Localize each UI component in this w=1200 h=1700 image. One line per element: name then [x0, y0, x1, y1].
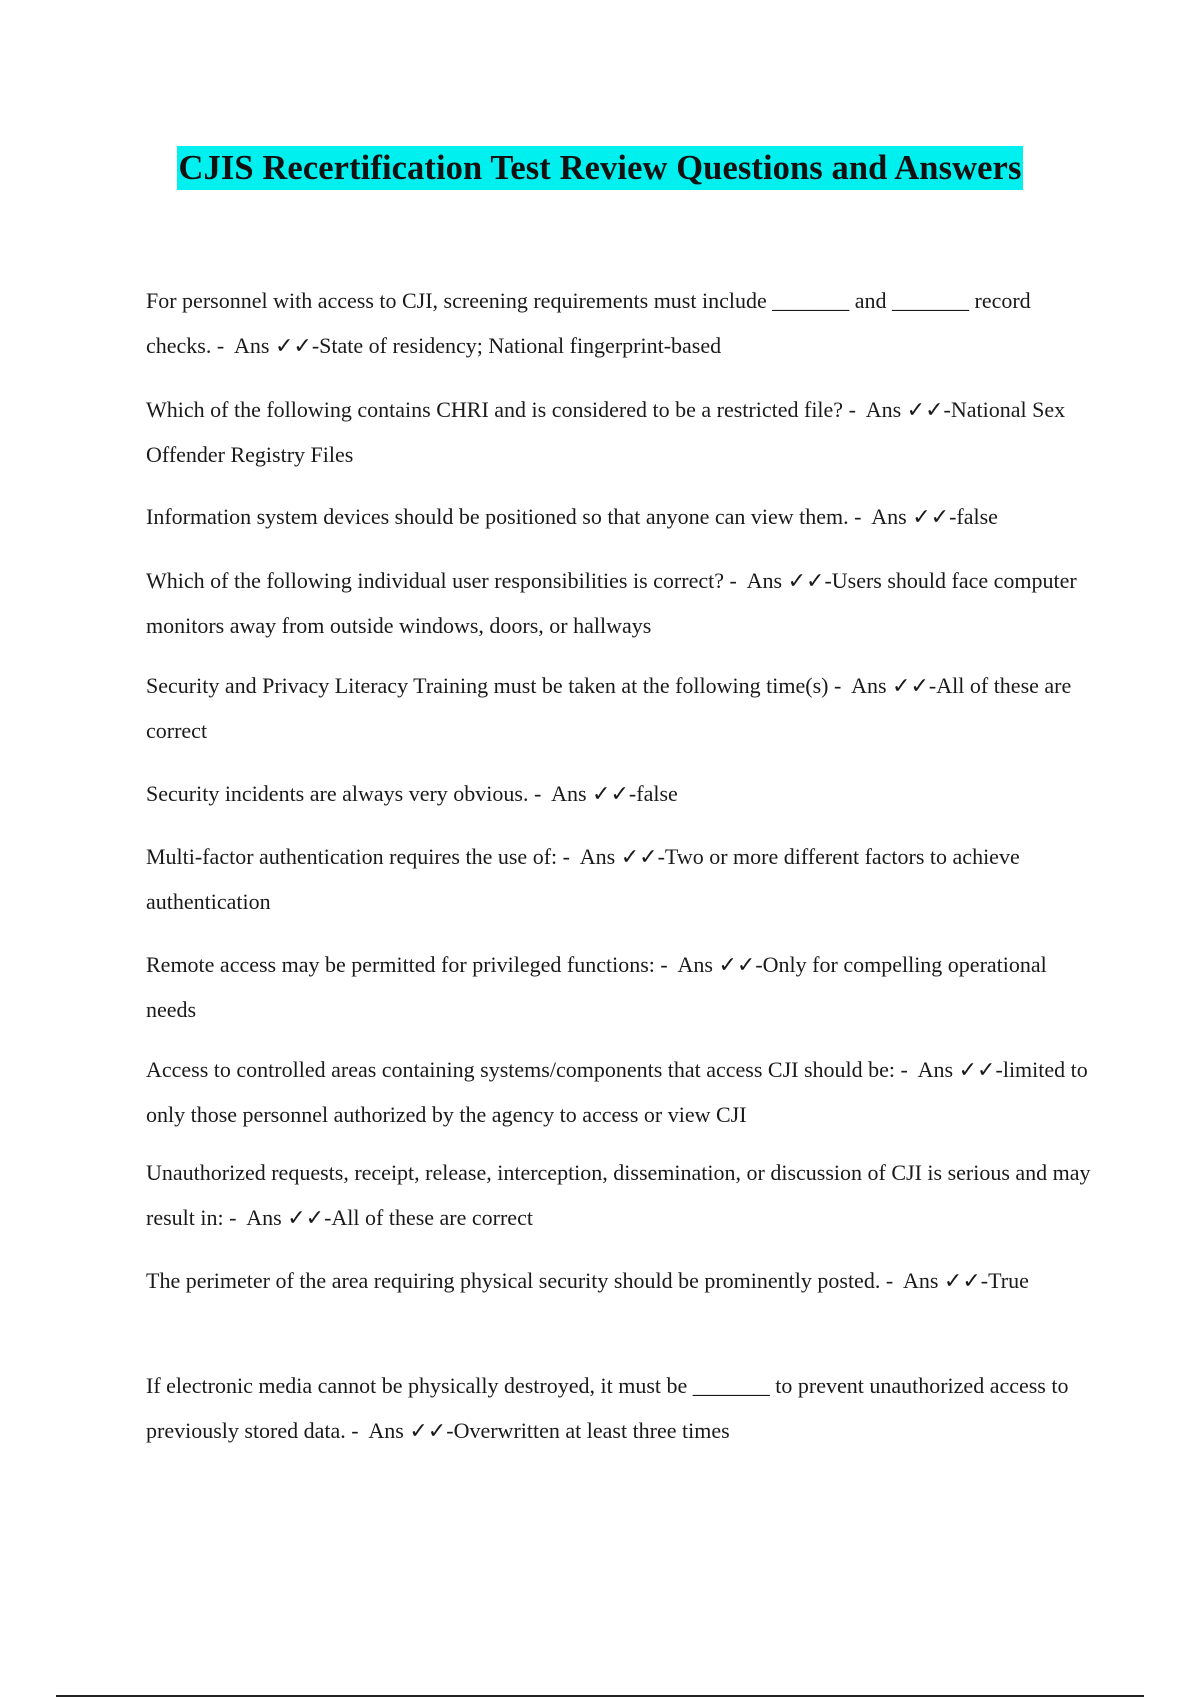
question-text: Multi-factor authentication requires the use of: — [146, 844, 558, 869]
check-mark-icon: ✓✓ — [787, 568, 825, 593]
qa-item: Information system devices should be positioned so that anyone can view them. - Ans ✓✓-false — [146, 504, 998, 529]
check-mark-icon: ✓✓ — [274, 333, 312, 358]
footer-divider — [56, 1695, 1144, 1697]
answer-label: Ans — [917, 1057, 954, 1082]
qa-item: The perimeter of the area requiring physical security should be prominently posted. - Ans ✓✓-True — [146, 1268, 1029, 1293]
qa-item: Unauthorized requests, receipt, release, interception, dissemination, or discussion of CJI is serious and may result in: - Ans ✓✓-All of these are correct — [146, 1160, 1091, 1230]
question-text: Remote access may be permitted for privileged functions: — [146, 952, 655, 977]
question-text: Which of the following individual user responsibilities is correct? — [146, 568, 724, 593]
answer-text: True — [988, 1268, 1029, 1293]
answer-label: Ans — [233, 333, 270, 358]
check-mark-icon: ✓✓ — [958, 1057, 996, 1082]
answer-text: Overwritten at least three times — [453, 1418, 730, 1443]
qa-item: Remote access may be permitted for privileged functions: - Ans ✓✓-Only for compelling operational needs — [146, 952, 1047, 1022]
check-mark-icon: ✓✓ — [912, 504, 950, 529]
answer-label: Ans — [902, 1268, 939, 1293]
answer-text: false — [956, 504, 998, 529]
answer-label: Ans — [551, 781, 587, 806]
question-text: For personnel with access to CJI, screening requirements must include _______ and _______ record checks. — [146, 288, 1031, 358]
answer-label: Ans — [246, 1205, 282, 1230]
question-text: If electronic media cannot be physically destroyed, it must be _______ to prevent unauthorized access to previously stored data. — [146, 1373, 1069, 1443]
answer-label: Ans — [865, 397, 902, 422]
answer-label: Ans — [368, 1418, 404, 1443]
answer-text: All of these are correct — [331, 1205, 533, 1230]
answer-label: Ans — [677, 952, 713, 977]
answer-text: false — [636, 781, 678, 806]
question-text: Information system devices should be positioned so that anyone can view them. — [146, 504, 849, 529]
answer-label: Ans — [579, 844, 616, 869]
qa-item: If electronic media cannot be physically destroyed, it must be _______ to prevent unauthorized access to previously stored data. - Ans ✓✓-Overwritten at least three times — [146, 1373, 1069, 1443]
check-mark-icon: ✓✓ — [892, 673, 929, 698]
title-container — [0, 146, 1200, 190]
check-mark-icon: ✓✓ — [409, 1418, 447, 1443]
qa-item: Security incidents are always very obvious. - Ans ✓✓-false — [146, 781, 678, 806]
qa-item: Multi-factor authentication requires the use of: - Ans ✓✓-Two or more different factors to achieve authentication — [146, 844, 1020, 914]
question-text: Access to controlled areas containing systems/components that access CJI should be: — [146, 1057, 896, 1082]
answer-label: Ans — [746, 568, 783, 593]
qa-item: Security and Privacy Literacy Training must be taken at the following time(s) - Ans ✓✓-All of these are correct — [146, 673, 1072, 743]
answer-label: Ans — [851, 673, 887, 698]
qa-item: Access to controlled areas containing systems/components that access CJI should be: - Ans ✓✓-limited to only those personnel authorized by the agency to access or view CJI — [146, 1057, 1088, 1127]
answer-text: Two or more different factors to achieve authentication — [146, 844, 1020, 914]
qa-item: Which of the following individual user responsibilities is correct? - Ans ✓✓-Users should face computer monitors away from outside windows, doors, or hallways — [146, 568, 1077, 638]
answer-text: Users should face computer monitors away from outside windows, doors, or hallways — [146, 568, 1077, 638]
answer-text: limited to only those personnel authorized by the agency to access or view CJI — [146, 1057, 1088, 1127]
qa-item: Which of the following contains CHRI and is considered to be a restricted file? - Ans ✓✓-National Sex Offender Registry Files — [146, 397, 1066, 467]
answer-text: National Sex Offender Registry Files — [146, 397, 1066, 467]
question-text: The perimeter of the area requiring physical security should be prominently posted. — [146, 1268, 881, 1293]
qa-item: For personnel with access to CJI, screening requirements must include _______ and _______ record checks. - Ans ✓✓-State of residency; National fingerprint-based — [146, 288, 1031, 358]
question-text: Security and Privacy Literacy Training must be taken at the following time(s) — [146, 673, 829, 698]
page-title: CJIS Recertification Test Review Questions and Answers — [177, 146, 1024, 190]
answer-text: All of these are correct — [146, 673, 1072, 743]
check-mark-icon: ✓✓ — [287, 1205, 325, 1230]
check-mark-icon: ✓✓ — [943, 1268, 981, 1293]
check-mark-icon: ✓✓ — [592, 781, 629, 806]
answer-text: State of residency; National fingerprint-based — [319, 333, 722, 358]
question-text: Security incidents are always very obvious. — [146, 781, 529, 806]
answer-text: Only for compelling operational needs — [146, 952, 1047, 1022]
question-text: Unauthorized requests, receipt, release, interception, dissemination, or discussion of CJI is serious and may result in: — [146, 1160, 1091, 1230]
answer-label: Ans — [871, 504, 907, 529]
question-text: Which of the following contains CHRI and is considered to be a restricted file? — [146, 397, 844, 422]
check-mark-icon: ✓✓ — [906, 397, 944, 422]
check-mark-icon: ✓✓ — [620, 844, 658, 869]
check-mark-icon: ✓✓ — [718, 952, 756, 977]
